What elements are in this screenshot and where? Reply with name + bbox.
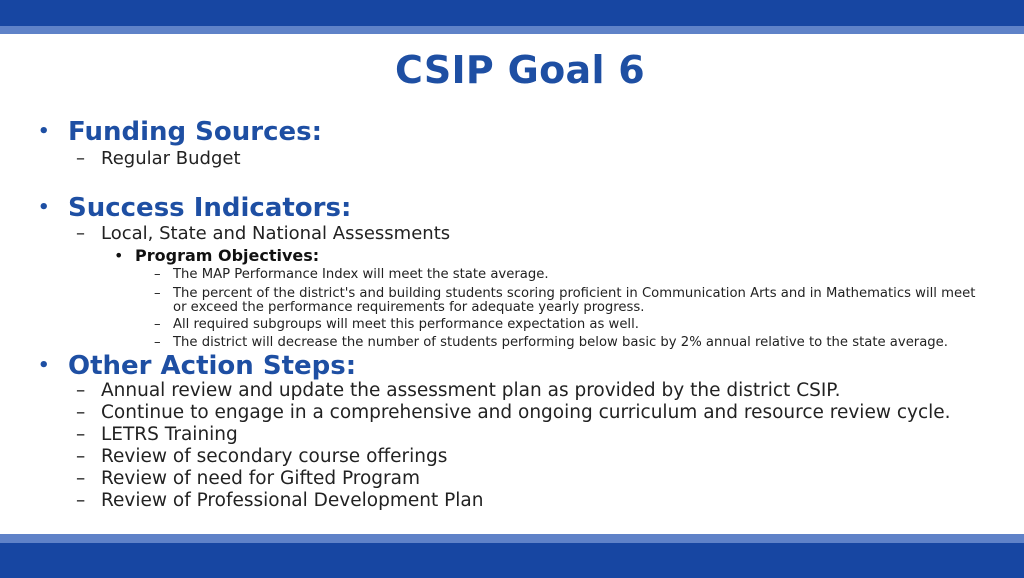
bullet-icon: • xyxy=(38,355,50,376)
dash-icon: – xyxy=(154,335,161,350)
bullet-icon: • xyxy=(38,197,50,218)
dash-icon: – xyxy=(76,424,86,445)
dash-icon: – xyxy=(76,223,85,244)
dash-icon: – xyxy=(154,286,161,301)
bullet-icon: • xyxy=(114,246,124,265)
bottom-band-accent xyxy=(0,534,1024,543)
dash-icon: – xyxy=(76,148,85,169)
dash-icon: – xyxy=(154,267,161,282)
dash-icon: – xyxy=(76,490,86,511)
dash-icon: – xyxy=(154,317,161,332)
dash-icon: – xyxy=(76,380,86,401)
dash-icon: – xyxy=(76,468,86,489)
dash-icon: – xyxy=(76,446,86,467)
slide-content: • Funding Sources: – Regular Budget • Success Indicators: – Local, State and National Assessments • Program Objectives: – The MAP Performance Index will meet the state average. – The percent of the district's and building students scoring proficient in Communication Arts and in Mathematics will meet or exceed the performance requirements for adequate yearly progress. – All required subgroups will meet this performance expectation as well. – The district will decrease the number of students performing below basic by 2% annual relative to the state average. • Other Action Steps: – Annual review and update the assessment plan as provided by the district CSIP. – Continue to engage in a comprehensive and ongoing curriculum and resource review cycle. – LETRS Training – Review of secondary course offerings – Review of need for Gifted Program – Review of Professional Development Plan xyxy=(38,117,976,511)
bullet-icon: • xyxy=(38,121,50,142)
slide-title: CSIP Goal 6 xyxy=(394,48,646,92)
dash-icon: – xyxy=(76,402,86,423)
bottom-band xyxy=(0,543,1024,578)
